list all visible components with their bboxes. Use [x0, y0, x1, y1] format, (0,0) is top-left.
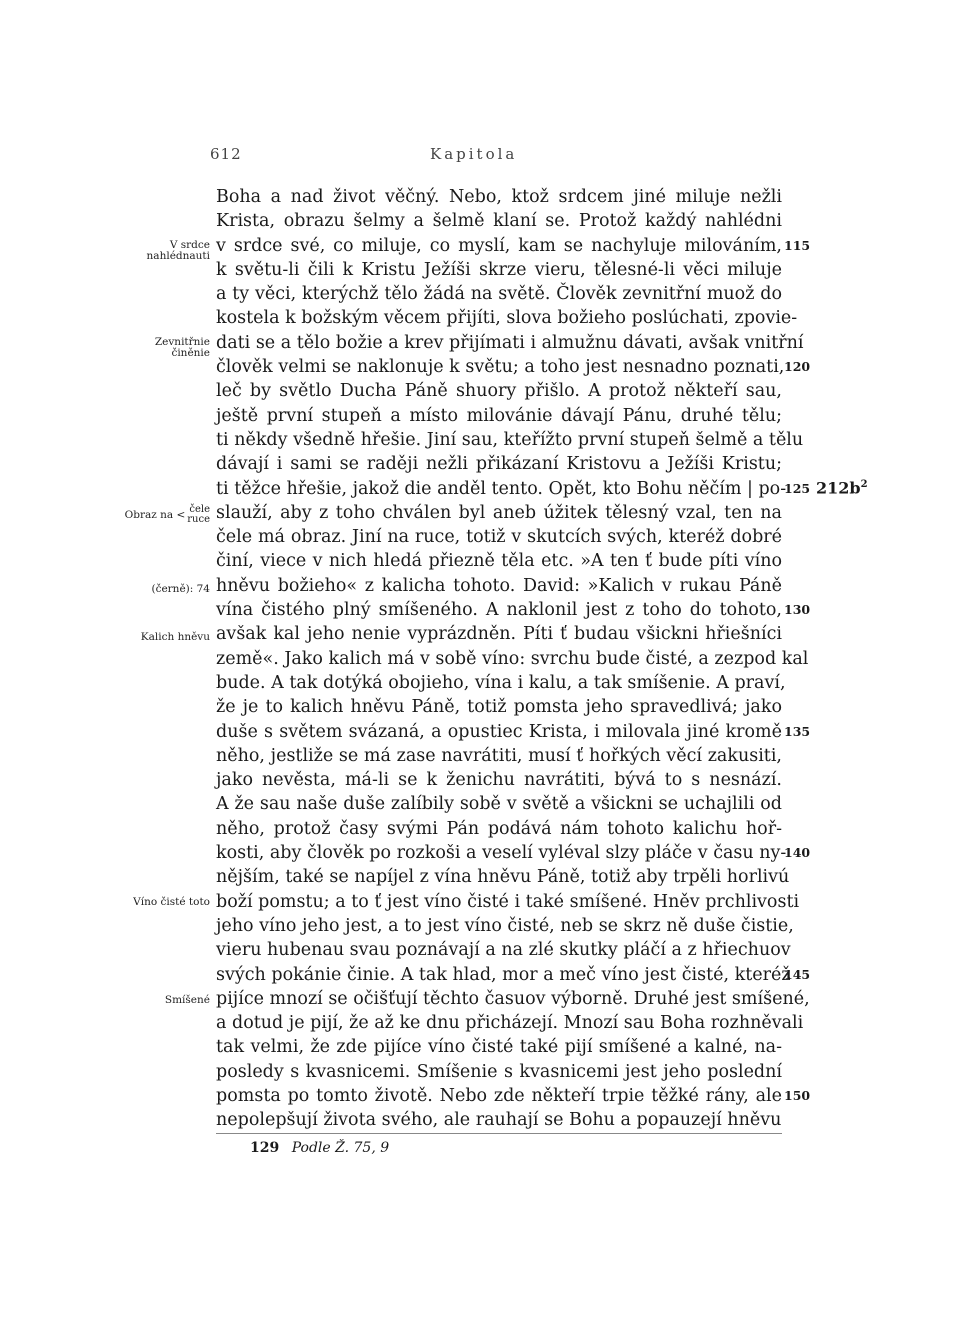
- body-text: [216, 185, 868, 1133]
- margin-note-text: V srdce nahlédnauti: [146, 239, 210, 262]
- margin-note: [133, 897, 210, 908]
- line-text: boží pomstu; a to ť jest víno čisté i také smíšené. Hněv prchlivosti: [216, 891, 800, 912]
- page-header: [210, 145, 780, 165]
- line-text: ti někdy všedně hřešie. Jiní sau, kteřížto první stupeň šelmě a tělu: [216, 429, 804, 450]
- text-line: [216, 914, 794, 938]
- line-number: 145: [784, 966, 811, 982]
- line-text: duše s světem svázaná, a opustiec Krista, i milovala jiné kromě: [216, 721, 782, 742]
- text-line: [216, 963, 811, 987]
- line-text: tak velmi, že zde pijíce víno čisté také pijí smíšené a kalné, na-: [216, 1037, 782, 1058]
- line-text: v srdce své, co miluje, co myslí, kam se nachyluje milováním,: [216, 235, 782, 256]
- text-line: [216, 671, 786, 695]
- text-line: [216, 282, 782, 306]
- text-line: [216, 355, 811, 379]
- line-text: nějším, také se napíjel z vína hněvu Páně, totiž aby trpěli horlivú: [216, 867, 790, 888]
- text-line: [216, 768, 782, 792]
- line-text: čele má obraz. Jiní na ruce, totiž v skutcích svých, kteréž dobré: [216, 527, 782, 548]
- line-text: dati se a tělo božie a krev přijímati i almužnu dávati, avšak vnitřní: [216, 332, 804, 353]
- line-text: ti těžce hřešie, jakož die anděl tento. Opět, kto Bohu něčím | po-: [216, 478, 787, 499]
- text-line: [216, 938, 791, 962]
- text-line: [216, 549, 782, 573]
- line-number: 150: [784, 1087, 811, 1103]
- margin-note: [165, 995, 210, 1006]
- footnote-text: Podle Ž. 75, 9: [291, 1140, 390, 1156]
- line-text: a dotud je pijí, že až ke dnu přicházejí. Mnozí sau Boha rozhněvali: [216, 1013, 804, 1034]
- line-text: člověk velmi se naklonuje k světu; a toho jest nesnadno poznati,: [216, 357, 785, 378]
- text-line: [216, 501, 782, 525]
- line-text: slauží, aby z toho chválen byl aneb úžitek tělesný vzal, ten na: [216, 502, 782, 523]
- text-line: [216, 1108, 782, 1132]
- text-line: [216, 890, 800, 914]
- line-text: a ty věci, kterýchž tělo žádá na světě. Člověk zevnitřní muož do: [216, 284, 782, 305]
- line-number: 125: [784, 480, 811, 496]
- line-text: kostela k božským věcem přijíti, slova božieho poslúchati, zpovie-: [216, 308, 798, 329]
- line-text: že je to kalich hněvu Páně, totiž pomsta jeho spravedlivá; jako: [216, 697, 782, 718]
- line-text: jako nevěsta, má-li se k ženichu navrátiti, bývá to s nesnází.: [216, 770, 782, 791]
- text-line: [216, 817, 782, 841]
- line-text: něho, protož časy svými Pán podává nám tohoto kalichu hoř-: [216, 818, 782, 839]
- text-line: [216, 306, 798, 330]
- line-number: 115: [784, 237, 811, 253]
- line-text: ještě první stupeň a místo milovánie dávají Pánu, druhé tělu;: [216, 405, 782, 426]
- text-line: [216, 720, 811, 744]
- line-text: Boha a nad život věčný. Nebo, ktož srdcem jiné miluje nežli: [216, 187, 782, 207]
- line-text: avšak kal jeho nenie vyprázdněn. Píti ť budau všickni hřiešníci: [216, 624, 782, 645]
- text-line: [216, 841, 811, 865]
- margin-note: [151, 584, 210, 595]
- margin-note-brace-group: [187, 505, 210, 525]
- text-line: [216, 622, 782, 646]
- line-text: něho, jestliže se má zase navrátiti, musí ť hořkých věcí zakusiti,: [216, 745, 782, 766]
- line-text: pomsta po tomto životě. Nebo zde někteří trpie těžké rány, ale: [216, 1085, 782, 1106]
- line-text: kosti, aby člověk po rozkoši a veselí vyléval slzy pláče v času ny-: [216, 843, 787, 864]
- margin-note-text: (černě): 74: [151, 583, 210, 595]
- text-line: [216, 695, 782, 719]
- text-line: [216, 1035, 782, 1059]
- line-text: dávají i sami se raději nežli přikázaní Kristovu a Ježíši Kristu;: [216, 454, 782, 475]
- text-line: [216, 428, 804, 452]
- line-number: 135: [784, 723, 811, 739]
- folio-text: 212b: [816, 477, 861, 497]
- margin-note-text: Obraz na <: [124, 508, 186, 521]
- text-line: [216, 574, 782, 598]
- line-number: 140: [784, 845, 811, 861]
- line-text: svých pokánie činie. A tak hlad, mor a meč víno jest čisté, kteréž: [216, 964, 791, 985]
- line-text: vieru hubenau svau poznávají a na zlé skutky pláčí a z hřiechuov: [216, 940, 791, 961]
- text-line: [216, 258, 782, 282]
- text-line: [216, 185, 782, 209]
- line-text: bude. A tak dotýká obojieho, vína i kalu, a tak smíšenie. A praví,: [216, 672, 786, 693]
- text-line: [216, 865, 790, 889]
- text-line: [216, 744, 782, 768]
- footnote-number: 129: [250, 1140, 280, 1156]
- text-line: [216, 1084, 811, 1108]
- line-text: hněvu božieho« z kalicha tohoto. David: »Kalich v rukau Páně: [216, 575, 782, 596]
- page-number: 612: [210, 145, 242, 163]
- margin-note-text: ruce: [187, 514, 210, 525]
- text-line: [216, 477, 868, 501]
- text-line: [216, 1011, 804, 1035]
- line-text: Krista, obrazu šelmy a šelmě klaní se. Protož každý nahlédni: [216, 211, 782, 232]
- text-line: [216, 452, 782, 476]
- text-line: [216, 234, 811, 258]
- line-text: posledy s kvasnicemi. Smíšenie s kvasnicemi jest jeho poslední: [216, 1061, 782, 1082]
- line-text: jeho víno jeho jest, a to jest víno čisté, neb se skrz ně duše čistie,: [216, 915, 794, 936]
- text-line: [216, 209, 782, 233]
- line-number: 120: [784, 359, 811, 375]
- line-number: 130: [784, 602, 811, 618]
- footnote: [250, 1140, 389, 1156]
- margin-note: [140, 240, 210, 262]
- folio-superscript: 2: [860, 478, 868, 490]
- margin-note-text: Kalich hněvu: [140, 631, 210, 643]
- margin-note: [125, 505, 210, 525]
- margin-note-text: Zevnitřnie činěnie: [154, 336, 210, 359]
- text-line: [216, 647, 809, 671]
- line-text: nepolepšují života svého, ale rauhají se Bohu a popauzejí hněvu: [216, 1110, 782, 1131]
- running-head: Kapitola: [430, 145, 518, 163]
- margin-note: [141, 632, 210, 643]
- text-line: [216, 331, 804, 355]
- text-line: [216, 379, 782, 403]
- line-text: činí, viece v nich hledá přiezně těla etc. »A ten ť bude píti víno: [216, 551, 782, 572]
- line-text: země«. Jako kalich má v sobě víno: svrchu bude čisté, a zezpod kal: [216, 648, 809, 669]
- footnote-rule: [216, 1133, 782, 1134]
- margin-note-text: Víno čisté toto: [133, 896, 210, 908]
- line-text: k světu-li čili k Kristu Ježíši skrze vieru, tělesné-li věci miluje: [216, 259, 782, 280]
- line-text: A že sau naše duše zalíbily sobě v světě a všickni se uchajlili od: [216, 794, 782, 815]
- text-line: [216, 598, 811, 622]
- folio-marker: [816, 473, 868, 501]
- text-line: [216, 404, 782, 428]
- line-text: vína čistého plný smíšeného. A naklonil jest z toho do tohoto,: [216, 600, 782, 621]
- text-line: [216, 1060, 782, 1084]
- line-text: pijíce mnozí se očišťují těchto časuov výborně. Druhé jest smíšené,: [216, 988, 810, 1009]
- margin-note-text: čele: [189, 504, 210, 515]
- margin-note: [140, 337, 210, 359]
- text-line: [216, 792, 782, 816]
- margin-note-text: Smíšené: [164, 994, 210, 1006]
- text-line: [216, 987, 810, 1011]
- text-line: [216, 525, 782, 549]
- line-text: leč by světlo Ducha Páně shuory přišlo. A protož někteří sau,: [216, 381, 782, 402]
